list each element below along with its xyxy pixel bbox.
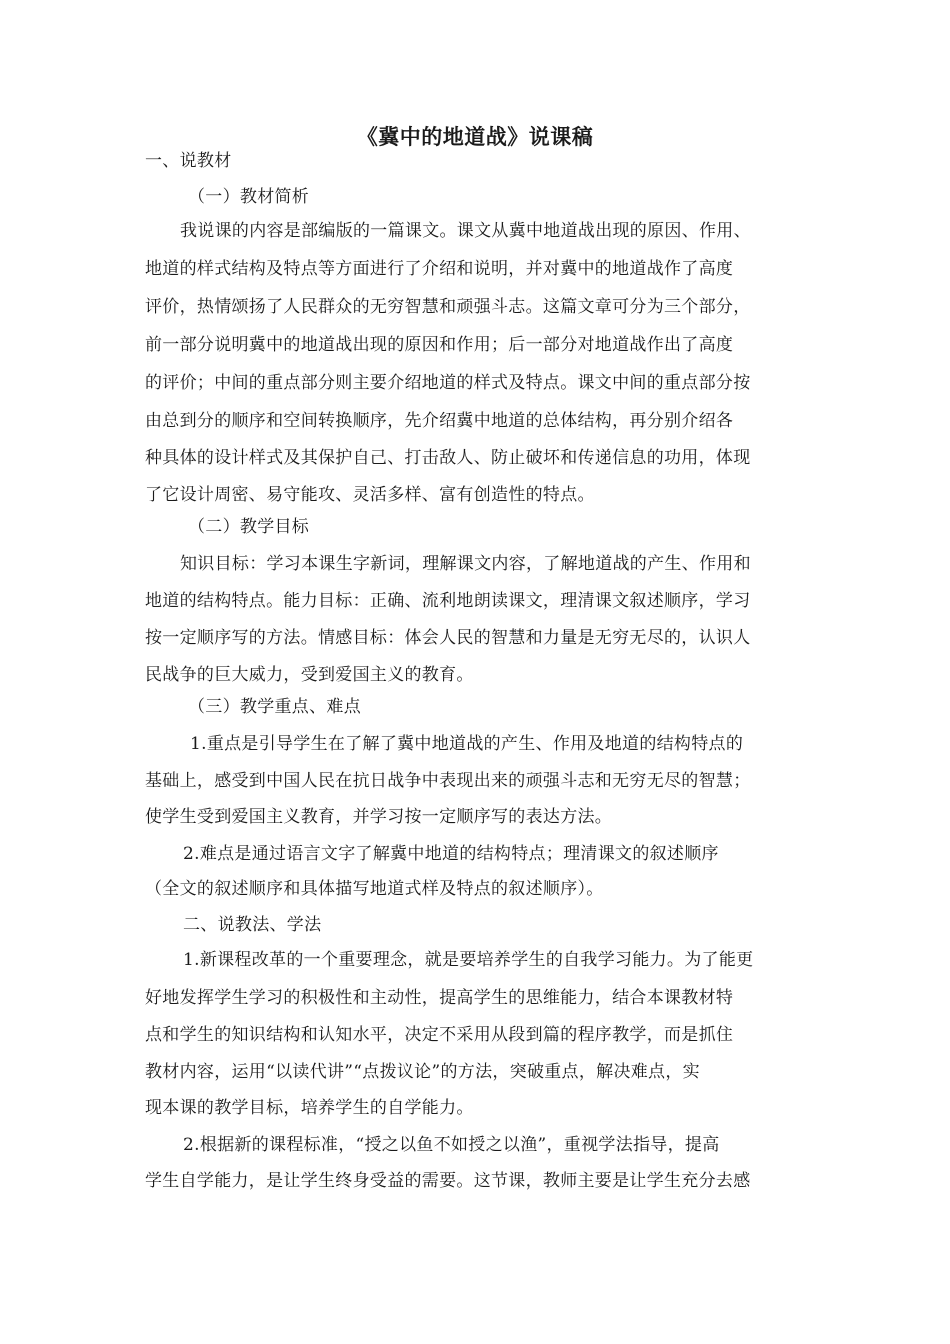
section-heading-2: 二、说教法、学法	[183, 915, 322, 935]
paragraph-line: 1.重点是引导学生在了解了冀中地道战的产生、作用及地道的结构特点的	[190, 734, 744, 754]
paragraph-line: 1.新课程改革的一个重要理念，就是要培养学生的自我学习能力。为了能更	[183, 950, 754, 970]
paragraph-line: 基础上，感受到中国人民在抗日战争中表现出来的顽强斗志和无穷无尽的智慧；	[145, 771, 751, 791]
paragraph-line: 地道的样式结构及特点等方面进行了介绍和说明，并对冀中的地道战作了高度	[145, 259, 734, 279]
document-title: 《冀中的地道战》说课稿	[356, 124, 594, 149]
paragraph-line: 现本课的教学目标，培养学生的自学能力。	[145, 1098, 474, 1118]
paragraph-line: 使学生受到爱国主义教育，并学习按一定顺序写的表达方法。	[145, 807, 613, 827]
subsection-heading-2: （二）教学目标	[188, 517, 310, 537]
paragraph-line: 了它设计周密、易守能攻、灵活多样、富有创造性的特点。	[145, 485, 595, 505]
paragraph-line: 好地发挥学生学习的积极性和主动性，提高学生的思维能力，结合本课教材特	[145, 988, 734, 1008]
paragraph-line: 2.难点是通过语言文字了解冀中地道的结构特点；理清课文的叙述顺序	[183, 844, 719, 864]
paragraph-line: 评价，热情颂扬了人民群众的无穷智慧和顽强斗志。这篇文章可分为三个部分，	[145, 297, 751, 317]
paragraph-line: 2.根据新的课程标准，“授之以鱼不如授之以渔”，重视学法指导，提高	[183, 1135, 720, 1155]
subsection-heading-1: （一）教材简析	[188, 187, 310, 207]
paragraph-line: 按一定顺序写的方法。情感目标：体会人民的智慧和力量是无穷无尽的，认识人	[145, 628, 751, 648]
paragraph-line: 知识目标：学习本课生字新词，理解课文内容，了解地道战的产生、作用和	[180, 554, 751, 574]
paragraph-line: 教材内容，运用“以读代讲”“点拨议论”的方法，突破重点，解决难点，实	[145, 1062, 700, 1082]
paragraph-line: 点和学生的知识结构和认知水平，决定不采用从段到篇的程序教学，而是抓住	[145, 1025, 734, 1045]
paragraph-line: 由总到分的顺序和空间转换顺序，先介绍冀中地道的总体结构，再分别介绍各	[145, 411, 734, 431]
paragraph-line: 种具体的设计样式及其保护自己、打击敌人、防止破坏和传递信息的功用，体现	[145, 448, 751, 468]
paragraph-line: （全文的叙述顺序和具体描写地道式样及特点的叙述顺序）。	[145, 879, 604, 899]
paragraph-line: 的评价；中间的重点部分则主要介绍地道的样式及特点。课文中间的重点部分按	[145, 373, 751, 393]
subsection-heading-3: （三）教学重点、难点	[188, 697, 361, 717]
paragraph-line: 民战争的巨大威力，受到爱国主义的教育。	[145, 665, 474, 685]
paragraph-line: 地道的结构特点。能力目标：正确、流利地朗读课文，理清课文叙述顺序，学习	[145, 591, 751, 611]
paragraph-line: 我说课的内容是部编版的一篇课文。课文从冀中地道战出现的原因、作用、	[180, 221, 751, 241]
section-heading-1: 一、说教材	[145, 151, 232, 171]
paragraph-line: 前一部分说明冀中的地道战出现的原因和作用；后一部分对地道战作出了高度	[145, 335, 734, 355]
paragraph-line: 学生自学能力，是让学生终身受益的需要。这节课，教师主要是让学生充分去感	[145, 1171, 751, 1191]
